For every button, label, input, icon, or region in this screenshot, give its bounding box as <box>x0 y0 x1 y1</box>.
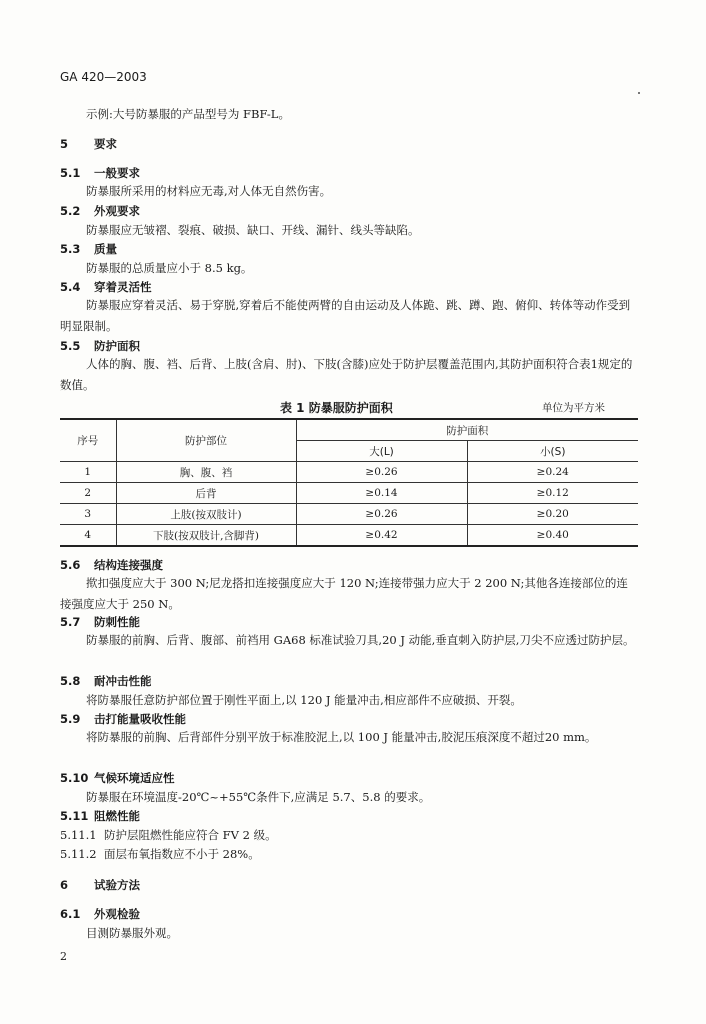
header-small: 小(S) <box>467 441 638 462</box>
section-5-7-heading <box>60 614 140 630</box>
model-example: 示例:大号防暴服的产品型号为 FBF-L。 <box>86 107 290 121</box>
section-number: 5.3 <box>60 242 81 256</box>
table-row <box>60 504 638 525</box>
header-area: 防护面积 <box>296 419 638 441</box>
section-title: 结构连接强度 <box>94 558 163 572</box>
section-title: 外观要求 <box>94 204 140 218</box>
section-6-heading <box>60 877 140 893</box>
cell-large: ≥0.26 <box>296 504 467 525</box>
cell-small: ≥0.12 <box>467 483 638 504</box>
section-number: 5.5 <box>60 339 81 353</box>
scan-speck <box>638 92 640 94</box>
cell-small: ≥0.24 <box>467 462 638 483</box>
section-title: 防护面积 <box>94 339 140 353</box>
cell-part: 上肢(按双肢计) <box>116 504 296 525</box>
cell-large: ≥0.26 <box>296 462 467 483</box>
section-5-10-body: 防暴服在环境温度-20℃~+55℃条件下,应满足 5.7、5.8 的要求。 <box>86 790 431 804</box>
table-caption: 表 1 防暴服防护面积 <box>280 401 393 415</box>
section-number: 5.6 <box>60 558 81 572</box>
section-title: 阻燃性能 <box>94 809 140 823</box>
section-title: 穿着灵活性 <box>94 280 152 294</box>
section-5-5-heading <box>60 338 140 354</box>
table-unit: 单位为平方米 <box>542 402 605 414</box>
section-5-2-heading <box>60 203 140 219</box>
section-5-11-heading <box>60 808 140 824</box>
section-number: 5.11.2 <box>60 847 97 861</box>
cell-large: ≥0.42 <box>296 525 467 547</box>
cell-small: ≥0.20 <box>467 504 638 525</box>
section-number: 5.10 <box>60 771 89 785</box>
section-6-1-heading <box>60 906 140 922</box>
cell-seq: 2 <box>60 483 116 504</box>
section-number: 5.1 <box>60 166 81 180</box>
section-number: 5.11 <box>60 809 89 823</box>
section-title: 气候环境适应性 <box>94 771 175 785</box>
cell-part: 胸、腹、裆 <box>116 462 296 483</box>
section-5-4-body: 防暴服应穿着灵活、易于穿脱,穿着后不能使两臂的自由运动及人体跪、跳、蹲、跑、俯仰、转体等动作受到明显限制。 <box>60 298 631 333</box>
section-5-10-heading <box>60 770 175 786</box>
header-part: 防护部位 <box>116 419 296 462</box>
section-title: 防刺性能 <box>94 615 140 629</box>
section-number: 5.2 <box>60 204 81 218</box>
section-5-11-2 <box>60 846 260 862</box>
section-number: 5.8 <box>60 674 81 688</box>
section-5-3-heading <box>60 241 117 257</box>
cell-part: 后背 <box>116 483 296 504</box>
section-5-8-body: 将防暴服任意防护部位置于刚性平面上,以 120 J 能量冲击,相应部件不应破损、开裂。 <box>86 693 522 707</box>
section-number: 6.1 <box>60 907 81 921</box>
cell-small: ≥0.40 <box>467 525 638 547</box>
section-5-7-body: 防暴服的前胸、后背、腹部、前裆用 GA68 标准试验刀具,20 J 动能,垂直刺入防护层,刀尖不应透过防护层。 <box>86 633 635 647</box>
section-5-1-body: 防暴服所采用的材料应无毒,对人体无自然伤害。 <box>86 184 332 198</box>
section-title: 外观检验 <box>94 907 140 921</box>
cell-seq: 1 <box>60 462 116 483</box>
section-number: 5 <box>60 137 69 151</box>
section-title: 试验方法 <box>94 878 140 892</box>
section-5-4-heading <box>60 279 152 295</box>
section-5-3-body: 防暴服的总质量应小于 8.5 kg。 <box>86 261 253 275</box>
section-5-6-body: 揿扣强度应大于 300 N;尼龙搭扣连接强度应大于 120 N;连接带强力应大于 2 200 N;其他各连接部位的连接强度应大于 250 N。 <box>60 576 628 611</box>
cell-seq: 3 <box>60 504 116 525</box>
table-row <box>60 525 638 547</box>
section-title: 质量 <box>94 242 117 256</box>
header-large: 大(L) <box>296 441 467 462</box>
section-5-5-body: 人体的胸、腹、裆、后背、上肢(含肩、肘)、下肢(含膝)应处于防护层覆盖范围内,其防护面积符合表1规定的数值。 <box>60 357 633 392</box>
cell-seq: 4 <box>60 525 116 547</box>
section-body: 防护层阻燃性能应符合 FV 2 级。 <box>104 828 277 842</box>
section-5-8-heading <box>60 673 152 689</box>
section-6-1-body: 目测防暴服外观。 <box>86 926 178 940</box>
standard-code: GA 420—2003 <box>60 70 147 84</box>
section-5-9-body: 将防暴服的前胸、后背部件分别平放于标准胶泥上,以 100 J 能量冲击,胶泥压痕深度不超过20 mm。 <box>86 730 597 744</box>
table-row <box>60 462 638 483</box>
section-number: 6 <box>60 878 69 892</box>
section-5-9-heading <box>60 711 186 727</box>
section-title: 耐冲击性能 <box>94 674 152 688</box>
cell-large: ≥0.14 <box>296 483 467 504</box>
section-number: 5.9 <box>60 712 81 726</box>
section-5-1-heading <box>60 165 140 181</box>
section-title: 一般要求 <box>94 166 140 180</box>
section-5-2-body: 防暴服应无皱褶、裂痕、破损、缺口、开线、漏针、线头等缺陷。 <box>86 223 420 237</box>
section-5-11-1 <box>60 827 277 843</box>
section-body: 面层布氧指数应不小于 28%。 <box>104 847 260 861</box>
section-title: 击打能量吸收性能 <box>94 712 186 726</box>
section-title: 要求 <box>94 137 117 151</box>
cell-part: 下肢(按双肢计,含脚背) <box>116 525 296 547</box>
page-number: 2 <box>60 950 67 963</box>
protection-area-table <box>60 418 638 547</box>
section-5-heading <box>60 136 117 152</box>
section-5-6-heading <box>60 557 163 573</box>
header-seq: 序号 <box>60 419 116 462</box>
table-row <box>60 483 638 504</box>
section-number: 5.7 <box>60 615 81 629</box>
section-number: 5.11.1 <box>60 828 97 842</box>
section-number: 5.4 <box>60 280 81 294</box>
